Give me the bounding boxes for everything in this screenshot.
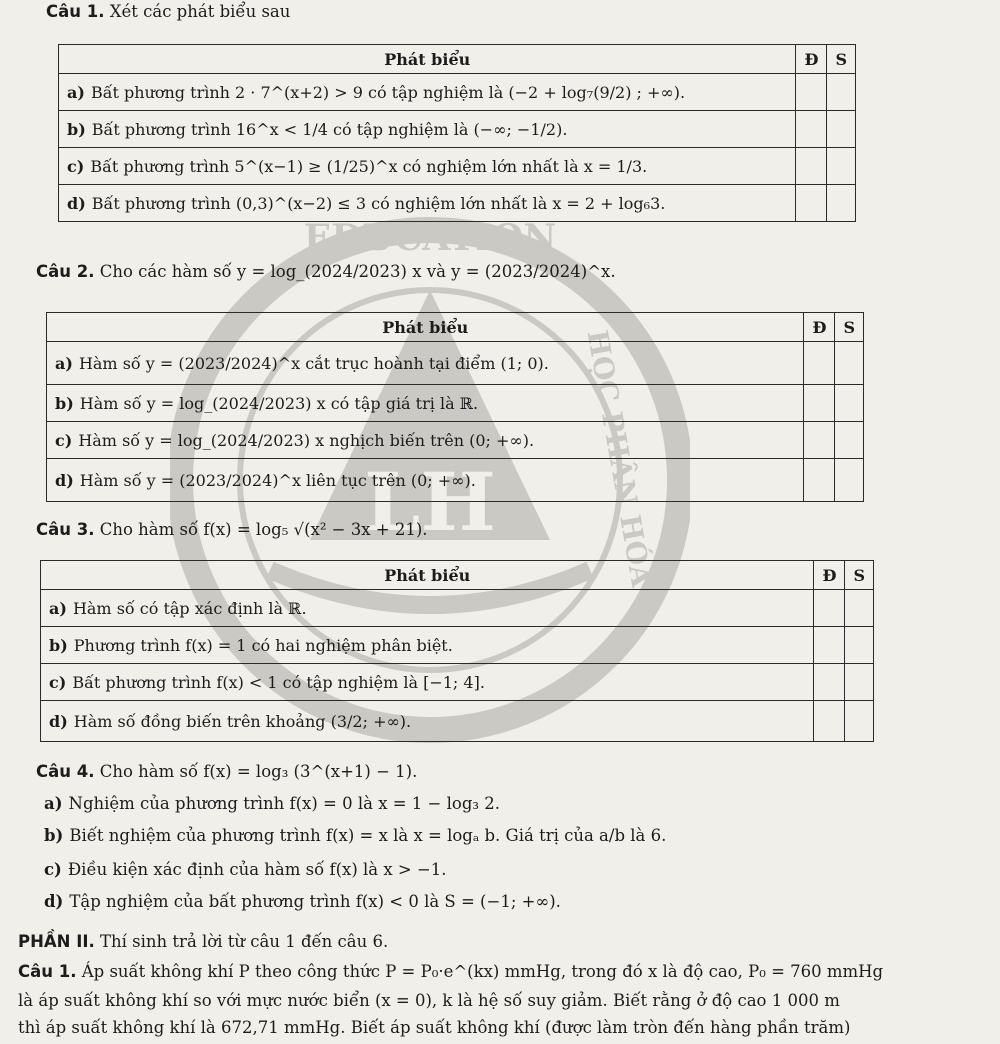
q2-header-statement: Phát biểu — [47, 313, 804, 342]
q1-row-c — [59, 148, 856, 185]
q1-row-a-false-cell[interactable] — [827, 74, 856, 111]
q1-intro: Xét các phát biểu sau — [109, 2, 291, 21]
q3-heading — [36, 520, 428, 539]
q2-row-b-label: b) — [55, 393, 74, 413]
q1-row-c-false-cell[interactable] — [827, 148, 856, 185]
q1-row-b — [59, 111, 856, 148]
q4-title: Câu 4. — [36, 762, 95, 781]
q1-row-a-true-cell[interactable] — [796, 74, 827, 111]
q2-intro: Cho các hàm số y = log_(2024/2023) x và y = (2023/2024)^x. — [99, 262, 616, 281]
part2-heading — [18, 932, 388, 951]
q1-row-c-true-cell[interactable] — [796, 148, 827, 185]
q2-row-c-true-cell[interactable] — [804, 422, 835, 459]
q3-table — [40, 560, 874, 742]
q2-row-b-text: Hàm số y = log_(2024/2023) x có tập giá trị là ℝ. — [79, 393, 479, 413]
q3-row-b-text: Phương trình f(x) = 1 có hai nghiệm phân biệt. — [73, 635, 453, 655]
q1-header-s: S — [827, 45, 856, 74]
q2-row-a-label: a) — [55, 353, 73, 373]
q1-heading — [46, 2, 290, 21]
q2-row-c-text: Hàm số y = log_(2024/2023) x nghịch biến trên (0; +∞). — [78, 430, 535, 450]
q4-item-a-label: a) — [44, 794, 63, 813]
q1-row-b-false-cell[interactable] — [827, 111, 856, 148]
q3-row-a-label: a) — [49, 598, 67, 618]
q1-header-d: Đ — [796, 45, 827, 74]
q1-row-a — [59, 74, 856, 111]
q2-heading — [36, 262, 616, 281]
p2q1-title: Câu 1. — [18, 962, 77, 981]
q1-row-d — [59, 185, 856, 222]
q4-item-b-label: b) — [44, 826, 64, 845]
q4-heading — [36, 762, 417, 781]
q1-row-a-label: a) — [67, 82, 85, 102]
q1-row-c-label: c) — [67, 156, 85, 176]
q2-row-d — [47, 459, 864, 502]
q3-row-b-label: b) — [49, 635, 68, 655]
q1-header-statement: Phát biểu — [59, 45, 796, 74]
q3-row-d-false-cell[interactable] — [845, 701, 874, 742]
q4-item-d — [44, 892, 561, 911]
q3-row-a — [41, 590, 874, 627]
q2-row-d-text: Hàm số y = (2023/2024)^x liên tục trên (0; +∞). — [79, 470, 476, 490]
q3-header-statement: Phát biểu — [41, 561, 814, 590]
q3-row-c-true-cell[interactable] — [814, 664, 845, 701]
q4-item-c-text: Điều kiện xác định của hàm số f(x) là x > −1. — [67, 860, 447, 879]
q2-row-b-true-cell[interactable] — [804, 385, 835, 422]
watermark-text-right: HỌC PHÂN HÓA — [580, 327, 659, 590]
q3-row-a-text: Hàm số có tập xác định là ℝ. — [72, 598, 307, 618]
p2q1-line-2: là áp suất không khí so với mực nước biển (x = 0), k là hệ số suy giảm. Biết rằng ở độ cao 1 000 m — [18, 991, 840, 1010]
q3-row-d-text: Hàm số đồng biến trên khoảng (3/2; +∞). — [73, 711, 412, 731]
q1-row-b-true-cell[interactable] — [796, 111, 827, 148]
q1-table — [58, 44, 856, 222]
q2-title: Câu 2. — [36, 262, 95, 281]
q1-row-a-text: Bất phương trình 2 · 7^(x+2) > 9 có tập nghiệm là (−2 + log₇(9/2) ; +∞). — [90, 82, 686, 102]
q3-row-a-false-cell[interactable] — [845, 590, 874, 627]
q3-row-b — [41, 627, 874, 664]
q1-row-d-false-cell[interactable] — [827, 185, 856, 222]
q1-row-d-text: Bất phương trình (0,3)^(x−2) ≤ 3 có nghiệm lớn nhất là x = 2 + log₆3. — [91, 193, 666, 213]
q2-row-d-false-cell[interactable] — [835, 459, 864, 502]
q3-row-c-text: Bất phương trình f(x) < 1 có tập nghiệm là [−1; 4]. — [72, 672, 485, 692]
q1-row-c-text: Bất phương trình 5^(x−1) ≥ (1/25)^x có nghiệm lớn nhất là x = 1/3. — [90, 156, 648, 176]
p2q1-line-1 — [18, 962, 883, 981]
q2-row-a-false-cell[interactable] — [835, 342, 864, 385]
watermark-text-center: LH — [364, 455, 496, 549]
q4-item-a — [44, 794, 500, 813]
watermark-text-top: EDUCATION — [303, 217, 557, 259]
q2-row-b — [47, 385, 864, 422]
q4-item-b-text: Biết nghiệm của phương trình f(x) = x là x = logₐ b. Giá trị của a/b là 6. — [69, 826, 667, 845]
q2-row-a-true-cell[interactable] — [804, 342, 835, 385]
q3-row-b-true-cell[interactable] — [814, 627, 845, 664]
q2-table — [46, 312, 864, 502]
part2-title: PHẦN II. — [18, 932, 95, 951]
q1-title: Câu 1. — [46, 2, 105, 21]
q1-row-d-true-cell[interactable] — [796, 185, 827, 222]
q3-title: Câu 3. — [36, 520, 95, 539]
q3-row-d-label: d) — [49, 711, 68, 731]
q2-row-c — [47, 422, 864, 459]
q4-intro: Cho hàm số f(x) = log₃ (3^(x+1) − 1). — [99, 762, 418, 781]
q4-item-c-label: c) — [44, 860, 62, 879]
q4-item-c — [44, 860, 447, 879]
q3-row-d — [41, 701, 874, 742]
q1-row-d-label: d) — [67, 193, 86, 213]
q2-row-a — [47, 342, 864, 385]
p2q1-text-1: Áp suất không khí P theo công thức P = P₀·e^(kx) mmHg, trong đó x là độ cao, P₀ = 760 mmHg — [81, 962, 884, 981]
part2-intro: Thí sinh trả lời từ câu 1 đến câu 6. — [100, 932, 389, 951]
q2-header-s: S — [835, 313, 864, 342]
q2-row-d-label: d) — [55, 470, 74, 490]
q4-item-b — [44, 826, 666, 845]
p2q1-line-3: thì áp suất không khí là 672,71 mmHg. Biết áp suất không khí (được làm tròn đến hàng phần trăm) — [18, 1018, 851, 1037]
q3-row-b-false-cell[interactable] — [845, 627, 874, 664]
q2-row-b-false-cell[interactable] — [835, 385, 864, 422]
q2-header-d: Đ — [804, 313, 835, 342]
q3-row-c — [41, 664, 874, 701]
q3-header-d: Đ — [814, 561, 845, 590]
q1-row-b-label: b) — [67, 119, 86, 139]
q2-row-c-label: c) — [55, 430, 73, 450]
q3-row-a-true-cell[interactable] — [814, 590, 845, 627]
q4-item-d-label: d) — [44, 892, 64, 911]
q2-row-d-true-cell[interactable] — [804, 459, 835, 502]
q1-row-b-text: Bất phương trình 16^x < 1/4 có tập nghiệm là (−∞; −1/2). — [91, 119, 568, 139]
q3-row-c-label: c) — [49, 672, 67, 692]
q2-row-c-false-cell[interactable] — [835, 422, 864, 459]
q3-header-s: S — [845, 561, 874, 590]
q3-row-c-false-cell[interactable] — [845, 664, 874, 701]
q3-intro: Cho hàm số f(x) = log₅ √(x² − 3x + 21). — [99, 520, 428, 539]
q2-row-a-text: Hàm số y = (2023/2024)^x cắt trục hoành tại điểm (1; 0). — [78, 353, 549, 373]
q4-item-d-text: Tập nghiệm của bất phương trình f(x) < 0 là S = (−1; +∞). — [69, 892, 561, 911]
q4-item-a-text: Nghiệm của phương trình f(x) = 0 là x = 1 − log₃ 2. — [68, 794, 500, 813]
q3-row-d-true-cell[interactable] — [814, 701, 845, 742]
